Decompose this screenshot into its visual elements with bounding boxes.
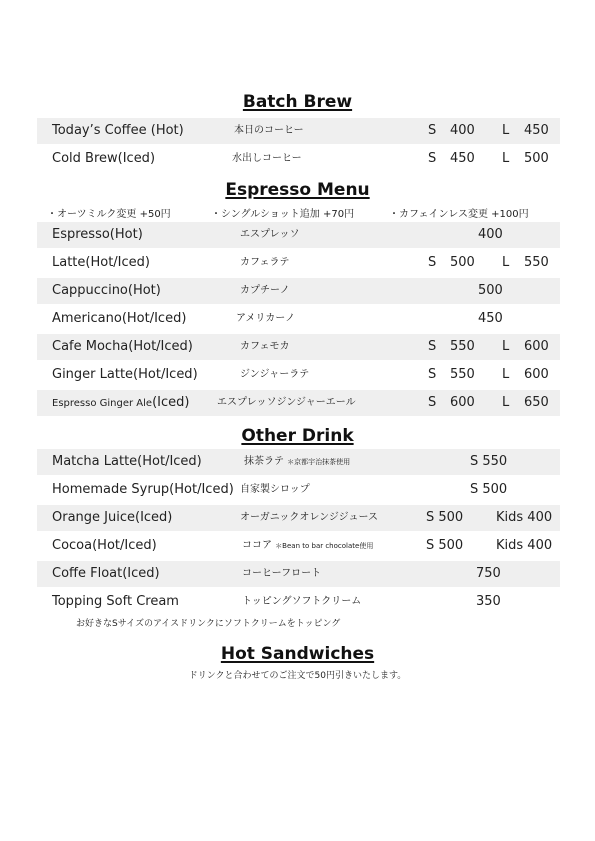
price-s: 550 <box>450 339 475 354</box>
section-title-hot-sandwiches: Hot Sandwiches <box>220 644 375 664</box>
price-l: 650 <box>524 395 549 410</box>
price: 750 <box>476 566 501 581</box>
size-s-label: S <box>428 123 437 138</box>
item-jp-name: エスプレッソ <box>240 229 300 240</box>
price: S 550 <box>470 454 508 469</box>
topping-note: お好きなSサイズのアイスドリンクにソフトクリームをトッピング <box>76 619 341 629</box>
price-kids: Kids 400 <box>496 538 553 553</box>
item-name: Cocoa(Hot/Iced) <box>52 538 157 553</box>
item-jp-name: 水出しコーヒー <box>232 153 302 164</box>
menu-item-row <box>37 505 560 531</box>
item-jp-name: 本日のコーヒー <box>234 125 304 136</box>
size-l-label: L <box>502 367 510 382</box>
menu-item-row <box>37 390 560 416</box>
size-s-label: S <box>428 255 437 270</box>
size-l-label: L <box>502 151 510 166</box>
price-s: 500 <box>450 255 475 270</box>
size-l-label: L <box>502 395 510 410</box>
price-s: S 500 <box>426 510 464 525</box>
item-jp-name: アメリカーノ <box>236 313 296 324</box>
item-name: Espresso Ginger Ale(Iced) <box>52 395 190 410</box>
price: S 500 <box>470 482 508 497</box>
price-s: 550 <box>450 367 475 382</box>
item-name: Espresso(Hot) <box>52 227 143 242</box>
price-s: S 500 <box>426 538 464 553</box>
price: 450 <box>478 311 503 326</box>
price: 500 <box>478 283 503 298</box>
price-kids: Kids 400 <box>496 510 553 525</box>
size-l-label: L <box>502 123 510 138</box>
price-l: 450 <box>524 123 549 138</box>
item-name: Matcha Latte(Hot/Iced) <box>52 454 202 469</box>
price: 400 <box>478 227 503 242</box>
menu-item-row <box>37 561 560 587</box>
size-l-label: L <box>502 255 510 270</box>
section-title-espresso: Espresso Menu <box>225 180 370 200</box>
item-name: Cold Brew(Iced) <box>52 151 156 166</box>
size-l-label: L <box>502 339 510 354</box>
menu-item-row <box>37 222 560 248</box>
item-name: Today’s Coffee (Hot) <box>52 123 184 138</box>
price-l: 550 <box>524 255 549 270</box>
note-decaf: ・カフェインレス変更 +100円 <box>389 209 529 220</box>
menu-item-row <box>37 278 560 304</box>
menu-item-row <box>37 250 560 276</box>
item-jp-name: ジンジャーラテ <box>240 369 310 380</box>
price-l: 500 <box>524 151 549 166</box>
item-name: Americano(Hot/Iced) <box>52 311 187 326</box>
size-s-label: S <box>428 151 437 166</box>
espresso-notes <box>0 205 595 219</box>
item-name: Ginger Latte(Hot/Iced) <box>52 367 198 382</box>
item-name: Orange Juice(Iced) <box>52 510 173 525</box>
item-jp-name: カフェラテ <box>240 257 290 268</box>
price-s: 450 <box>450 151 475 166</box>
menu-item-row <box>37 477 560 503</box>
note-oat-milk: ・オーツミルク変更 +50円 <box>47 209 171 220</box>
price-l: 600 <box>524 367 549 382</box>
item-jp-name: 自家製シロップ <box>240 484 310 495</box>
size-s-label: S <box>428 395 437 410</box>
price-l: 600 <box>524 339 549 354</box>
menu-item-row <box>37 146 560 172</box>
section-title-other-drink: Other Drink <box>241 426 354 446</box>
item-jp-name: オーガニックオレンジジュース <box>240 512 378 523</box>
item-name: Cappuccino(Hot) <box>52 283 161 298</box>
item-jp-name: トッピングソフトクリーム <box>242 596 362 607</box>
price-s: 600 <box>450 395 475 410</box>
item-name: Coffe Float(Iced) <box>52 566 160 581</box>
price: 350 <box>476 594 501 609</box>
size-s-label: S <box>428 367 437 382</box>
sandwich-discount-note: ドリンクと合わせてのご注文で50円引きいたします。 <box>188 671 407 681</box>
item-name: Cafe Mocha(Hot/Iced) <box>52 339 193 354</box>
menu-item-row <box>37 334 560 360</box>
item-name: Latte(Hot/Iced) <box>52 255 150 270</box>
item-jp-name: ココア ＊Bean to bar chocolate使用 <box>242 540 374 551</box>
item-jp-name: エスプレッソジンジャーエール <box>217 397 356 408</box>
item-name: Topping Soft Cream <box>52 594 179 609</box>
menu-item-row <box>37 533 560 559</box>
price-s: 400 <box>450 123 475 138</box>
menu-item-row <box>37 449 560 475</box>
menu-item-row <box>37 306 560 332</box>
item-jp-name: カフェモカ <box>240 341 290 352</box>
size-s-label: S <box>428 339 437 354</box>
item-jp-name: 抹茶ラテ ＊京都宇治抹茶使用 <box>244 456 351 467</box>
section-title-batch-brew: Batch Brew <box>242 92 353 112</box>
menu-item-row <box>37 362 560 388</box>
note-single-shot: ・シングルショット追加 +70円 <box>211 209 355 220</box>
item-jp-name: コーヒーフロート <box>242 568 322 579</box>
item-name: Homemade Syrup(Hot/Iced) <box>52 482 234 497</box>
item-jp-name: カプチーノ <box>240 285 290 296</box>
menu-item-row <box>37 118 560 144</box>
menu-item-row <box>37 589 560 615</box>
